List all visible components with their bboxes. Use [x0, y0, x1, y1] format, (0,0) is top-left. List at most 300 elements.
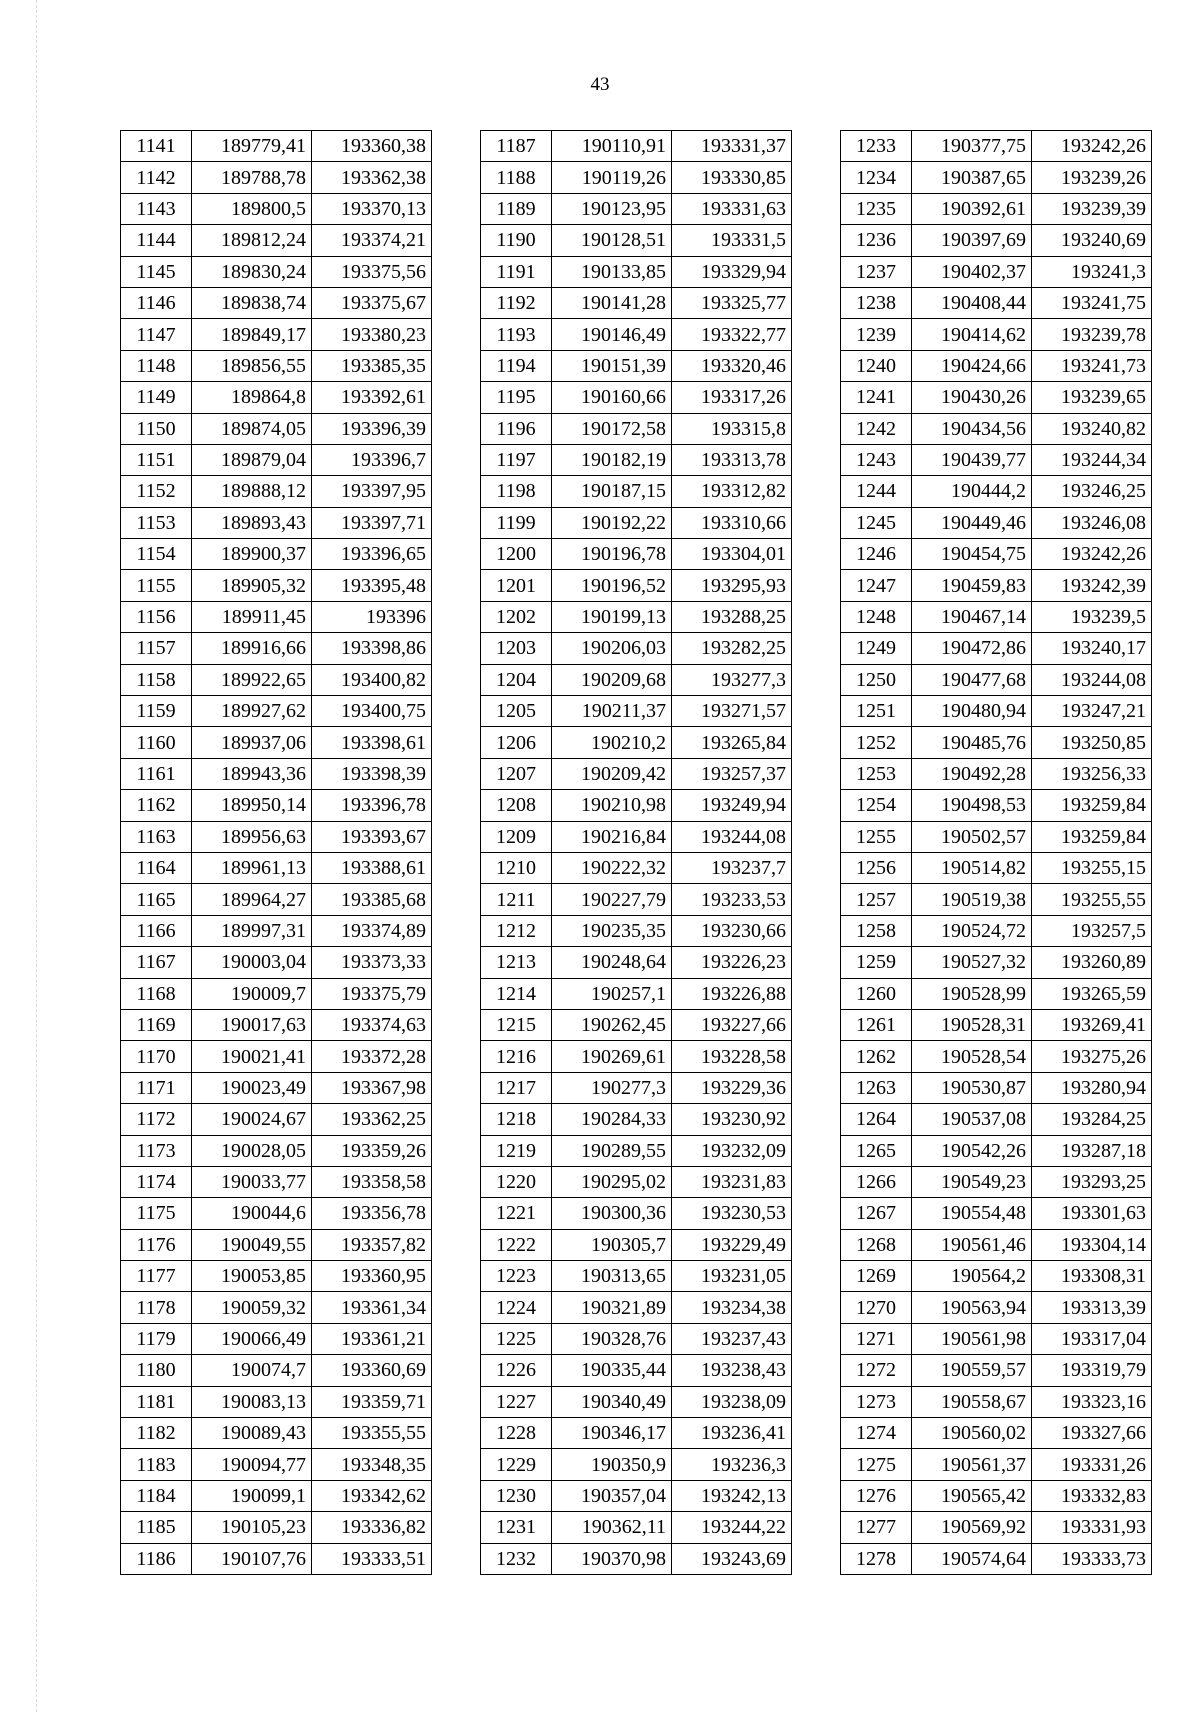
point-number-cell: 1255 [841, 821, 912, 852]
table-row [121, 319, 432, 350]
table-row [481, 1480, 792, 1511]
table-row [481, 1009, 792, 1040]
x-coordinate-cell: 190498,53 [912, 790, 1032, 821]
x-coordinate-cell: 190074,7 [192, 1355, 312, 1386]
y-coordinate-cell: 193228,58 [672, 1041, 792, 1072]
point-number-cell: 1266 [841, 1166, 912, 1197]
y-coordinate-cell: 193295,93 [672, 570, 792, 601]
x-coordinate-cell: 190023,49 [192, 1072, 312, 1103]
table-row [841, 1355, 1152, 1386]
table-row [481, 601, 792, 632]
table-row [481, 319, 792, 350]
table-row [121, 382, 432, 413]
y-coordinate-cell: 193332,83 [1032, 1480, 1152, 1511]
point-number-cell: 1155 [121, 570, 192, 601]
table-row [841, 947, 1152, 978]
table-row [481, 1166, 792, 1197]
point-number-cell: 1176 [121, 1229, 192, 1260]
y-coordinate-cell: 193331,37 [672, 131, 792, 162]
table-row [481, 1229, 792, 1260]
point-number-cell: 1212 [481, 915, 552, 946]
x-coordinate-cell: 190370,98 [552, 1543, 672, 1574]
y-coordinate-cell: 193333,51 [312, 1543, 432, 1574]
y-coordinate-cell: 193275,26 [1032, 1041, 1152, 1072]
x-coordinate-cell: 190485,76 [912, 727, 1032, 758]
x-coordinate-cell: 190107,76 [192, 1543, 312, 1574]
table-row [121, 413, 432, 444]
x-coordinate-cell: 190196,78 [552, 539, 672, 570]
x-coordinate-cell: 190563,94 [912, 1292, 1032, 1323]
table-row [841, 162, 1152, 193]
table-row [481, 1355, 792, 1386]
point-number-cell: 1194 [481, 350, 552, 381]
point-number-cell: 1225 [481, 1323, 552, 1354]
table-row [121, 131, 432, 162]
x-coordinate-cell: 190558,67 [912, 1386, 1032, 1417]
point-number-cell: 1193 [481, 319, 552, 350]
table-row [481, 852, 792, 883]
x-coordinate-cell: 190094,77 [192, 1449, 312, 1480]
y-coordinate-cell: 193241,3 [1032, 256, 1152, 287]
table-row [481, 1198, 792, 1229]
x-coordinate-cell: 190430,26 [912, 382, 1032, 413]
point-number-cell: 1152 [121, 476, 192, 507]
y-coordinate-cell: 193244,08 [1032, 664, 1152, 695]
y-coordinate-cell: 193398,86 [312, 633, 432, 664]
y-coordinate-cell: 193372,28 [312, 1041, 432, 1072]
x-coordinate-cell: 190477,68 [912, 664, 1032, 695]
table-row [121, 1104, 432, 1135]
y-coordinate-cell: 193293,25 [1032, 1166, 1152, 1197]
point-number-cell: 1236 [841, 225, 912, 256]
y-coordinate-cell: 193329,94 [672, 256, 792, 287]
table-row [121, 1418, 432, 1449]
y-coordinate-cell: 193240,69 [1032, 225, 1152, 256]
x-coordinate-cell: 190542,26 [912, 1135, 1032, 1166]
table-row [121, 1041, 432, 1072]
y-coordinate-cell: 193301,63 [1032, 1198, 1152, 1229]
table-row [481, 476, 792, 507]
point-number-cell: 1141 [121, 131, 192, 162]
x-coordinate-cell: 190574,64 [912, 1543, 1032, 1574]
x-coordinate-cell: 189961,13 [192, 852, 312, 883]
table-row [841, 1261, 1152, 1292]
table-row [481, 1104, 792, 1135]
point-number-cell: 1196 [481, 413, 552, 444]
table-row [121, 1198, 432, 1229]
point-number-cell: 1187 [481, 131, 552, 162]
point-number-cell: 1271 [841, 1323, 912, 1354]
y-coordinate-cell: 193336,82 [312, 1512, 432, 1543]
point-number-cell: 1162 [121, 790, 192, 821]
point-number-cell: 1147 [121, 319, 192, 350]
point-number-cell: 1278 [841, 1543, 912, 1574]
x-coordinate-cell: 190472,86 [912, 633, 1032, 664]
point-number-cell: 1221 [481, 1198, 552, 1229]
x-coordinate-cell: 190210,98 [552, 790, 672, 821]
y-coordinate-cell: 193361,34 [312, 1292, 432, 1323]
table-row [841, 507, 1152, 538]
y-coordinate-cell: 193359,71 [312, 1386, 432, 1417]
y-coordinate-cell: 193241,73 [1032, 350, 1152, 381]
table-row [121, 1261, 432, 1292]
table-row [481, 193, 792, 224]
y-coordinate-cell: 193308,31 [1032, 1261, 1152, 1292]
table-row [121, 821, 432, 852]
x-coordinate-cell: 190528,31 [912, 1009, 1032, 1040]
table-row [841, 1512, 1152, 1543]
x-coordinate-cell: 190467,14 [912, 601, 1032, 632]
point-number-cell: 1145 [121, 256, 192, 287]
y-coordinate-cell: 193255,15 [1032, 852, 1152, 883]
y-coordinate-cell: 193234,38 [672, 1292, 792, 1323]
point-number-cell: 1224 [481, 1292, 552, 1323]
y-coordinate-cell: 193385,35 [312, 350, 432, 381]
y-coordinate-cell: 193312,82 [672, 476, 792, 507]
point-number-cell: 1253 [841, 758, 912, 789]
table-row [121, 256, 432, 287]
y-coordinate-cell: 193322,77 [672, 319, 792, 350]
point-number-cell: 1180 [121, 1355, 192, 1386]
point-number-cell: 1227 [481, 1386, 552, 1417]
x-coordinate-cell: 190424,66 [912, 350, 1032, 381]
point-number-cell: 1251 [841, 696, 912, 727]
table-row [481, 539, 792, 570]
x-coordinate-cell: 190049,55 [192, 1229, 312, 1260]
table-row [121, 1229, 432, 1260]
y-coordinate-cell: 193396,7 [312, 444, 432, 475]
point-number-cell: 1234 [841, 162, 912, 193]
point-number-cell: 1158 [121, 664, 192, 695]
x-coordinate-cell: 189900,37 [192, 539, 312, 570]
table-row [841, 444, 1152, 475]
x-coordinate-cell: 190119,26 [552, 162, 672, 193]
table-row [121, 287, 432, 318]
x-coordinate-cell: 190357,04 [552, 1480, 672, 1511]
y-coordinate-cell: 193284,25 [1032, 1104, 1152, 1135]
y-coordinate-cell: 193400,82 [312, 664, 432, 695]
table-row [481, 884, 792, 915]
table-row [121, 915, 432, 946]
x-coordinate-cell: 189838,74 [192, 287, 312, 318]
x-coordinate-cell: 190561,37 [912, 1449, 1032, 1480]
table-row [481, 696, 792, 727]
point-number-cell: 1157 [121, 633, 192, 664]
y-coordinate-cell: 193237,43 [672, 1323, 792, 1354]
x-coordinate-cell: 190141,28 [552, 287, 672, 318]
x-coordinate-cell: 190277,3 [552, 1072, 672, 1103]
x-coordinate-cell: 189905,32 [192, 570, 312, 601]
table-row [841, 476, 1152, 507]
x-coordinate-cell: 190187,15 [552, 476, 672, 507]
table-row [121, 1480, 432, 1511]
y-coordinate-cell: 193226,88 [672, 978, 792, 1009]
point-number-cell: 1191 [481, 256, 552, 287]
y-coordinate-cell: 193227,66 [672, 1009, 792, 1040]
x-coordinate-cell: 190554,48 [912, 1198, 1032, 1229]
x-coordinate-cell: 190340,49 [552, 1386, 672, 1417]
table-row [841, 1323, 1152, 1354]
x-coordinate-cell: 190083,13 [192, 1386, 312, 1417]
table-row [121, 947, 432, 978]
y-coordinate-cell: 193287,18 [1032, 1135, 1152, 1166]
x-coordinate-cell: 190524,72 [912, 915, 1032, 946]
point-number-cell: 1197 [481, 444, 552, 475]
point-number-cell: 1230 [481, 1480, 552, 1511]
y-coordinate-cell: 193356,78 [312, 1198, 432, 1229]
x-coordinate-cell: 190300,36 [552, 1198, 672, 1229]
table-row [481, 350, 792, 381]
y-coordinate-cell: 193256,33 [1032, 758, 1152, 789]
point-number-cell: 1206 [481, 727, 552, 758]
point-number-cell: 1272 [841, 1355, 912, 1386]
x-coordinate-cell: 190151,39 [552, 350, 672, 381]
point-number-cell: 1192 [481, 287, 552, 318]
table-row [841, 1418, 1152, 1449]
x-coordinate-cell: 190549,23 [912, 1166, 1032, 1197]
table-row [121, 1009, 432, 1040]
x-coordinate-cell: 190209,68 [552, 664, 672, 695]
table-row [841, 978, 1152, 1009]
point-number-cell: 1174 [121, 1166, 192, 1197]
table-row [841, 193, 1152, 224]
x-coordinate-cell: 190530,87 [912, 1072, 1032, 1103]
point-number-cell: 1156 [121, 601, 192, 632]
table-row [481, 1449, 792, 1480]
table-row [481, 444, 792, 475]
table-row [841, 821, 1152, 852]
y-coordinate-cell: 193242,26 [1032, 539, 1152, 570]
x-coordinate-cell: 190235,35 [552, 915, 672, 946]
x-coordinate-cell: 190377,75 [912, 131, 1032, 162]
x-coordinate-cell: 190044,6 [192, 1198, 312, 1229]
x-coordinate-cell: 190257,1 [552, 978, 672, 1009]
x-coordinate-cell: 190350,9 [552, 1449, 672, 1480]
point-number-cell: 1238 [841, 287, 912, 318]
y-coordinate-cell: 193238,09 [672, 1386, 792, 1417]
table-row [481, 1072, 792, 1103]
x-coordinate-cell: 190564,2 [912, 1261, 1032, 1292]
y-coordinate-cell: 193342,62 [312, 1480, 432, 1511]
table-row [481, 727, 792, 758]
x-coordinate-cell: 190514,82 [912, 852, 1032, 883]
x-coordinate-cell: 190454,75 [912, 539, 1032, 570]
table-row [121, 758, 432, 789]
y-coordinate-cell: 193359,26 [312, 1135, 432, 1166]
point-number-cell: 1172 [121, 1104, 192, 1135]
table-row [121, 696, 432, 727]
x-coordinate-cell: 190561,46 [912, 1229, 1032, 1260]
table-row [121, 978, 432, 1009]
table-row [841, 1166, 1152, 1197]
table-row [481, 1292, 792, 1323]
table-row [841, 696, 1152, 727]
table-row [481, 256, 792, 287]
page-margin-line [36, 0, 37, 1712]
point-number-cell: 1189 [481, 193, 552, 224]
point-number-cell: 1249 [841, 633, 912, 664]
point-number-cell: 1188 [481, 162, 552, 193]
x-coordinate-cell: 190408,44 [912, 287, 1032, 318]
x-coordinate-cell: 190519,38 [912, 884, 1032, 915]
point-number-cell: 1205 [481, 696, 552, 727]
table-row [121, 1135, 432, 1166]
point-number-cell: 1208 [481, 790, 552, 821]
point-number-cell: 1171 [121, 1072, 192, 1103]
x-coordinate-cell: 189830,24 [192, 256, 312, 287]
x-coordinate-cell: 190492,28 [912, 758, 1032, 789]
point-number-cell: 1167 [121, 947, 192, 978]
table-row [481, 664, 792, 695]
table-row [841, 539, 1152, 570]
x-coordinate-cell: 189937,06 [192, 727, 312, 758]
point-number-cell: 1199 [481, 507, 552, 538]
table-row [841, 256, 1152, 287]
point-number-cell: 1241 [841, 382, 912, 413]
point-number-cell: 1254 [841, 790, 912, 821]
x-coordinate-cell: 190459,83 [912, 570, 1032, 601]
point-number-cell: 1269 [841, 1261, 912, 1292]
x-coordinate-cell: 190017,63 [192, 1009, 312, 1040]
y-coordinate-cell: 193323,16 [1032, 1386, 1152, 1417]
point-number-cell: 1166 [121, 915, 192, 946]
y-coordinate-cell: 193396,65 [312, 539, 432, 570]
point-number-cell: 1165 [121, 884, 192, 915]
y-coordinate-cell: 193269,41 [1032, 1009, 1152, 1040]
point-number-cell: 1276 [841, 1480, 912, 1511]
table-row [121, 1166, 432, 1197]
y-coordinate-cell: 193393,67 [312, 821, 432, 852]
y-coordinate-cell: 193257,5 [1032, 915, 1152, 946]
y-coordinate-cell: 193331,26 [1032, 1449, 1152, 1480]
y-coordinate-cell: 193333,73 [1032, 1543, 1152, 1574]
y-coordinate-cell: 193242,13 [672, 1480, 792, 1511]
point-number-cell: 1148 [121, 350, 192, 381]
y-coordinate-cell: 193229,36 [672, 1072, 792, 1103]
x-coordinate-cell: 190059,32 [192, 1292, 312, 1323]
x-coordinate-cell: 190182,19 [552, 444, 672, 475]
x-coordinate-cell: 190003,04 [192, 947, 312, 978]
y-coordinate-cell: 193240,17 [1032, 633, 1152, 664]
x-coordinate-cell: 190269,61 [552, 1041, 672, 1072]
x-coordinate-cell: 189927,62 [192, 696, 312, 727]
point-number-cell: 1146 [121, 287, 192, 318]
y-coordinate-cell: 193396 [312, 601, 432, 632]
y-coordinate-cell: 193230,92 [672, 1104, 792, 1135]
x-coordinate-cell: 190480,94 [912, 696, 1032, 727]
y-coordinate-cell: 193304,14 [1032, 1229, 1152, 1260]
x-coordinate-cell: 190021,41 [192, 1041, 312, 1072]
y-coordinate-cell: 193370,13 [312, 193, 432, 224]
table-row [841, 382, 1152, 413]
point-number-cell: 1201 [481, 570, 552, 601]
y-coordinate-cell: 193362,25 [312, 1104, 432, 1135]
point-number-cell: 1239 [841, 319, 912, 350]
y-coordinate-cell: 193246,25 [1032, 476, 1152, 507]
x-coordinate-cell: 189943,36 [192, 758, 312, 789]
x-coordinate-cell: 190397,69 [912, 225, 1032, 256]
point-number-cell: 1262 [841, 1041, 912, 1072]
x-coordinate-cell: 189864,8 [192, 382, 312, 413]
x-coordinate-cell: 190209,42 [552, 758, 672, 789]
table-row [841, 225, 1152, 256]
point-number-cell: 1215 [481, 1009, 552, 1040]
table-row [841, 1135, 1152, 1166]
table-row [121, 570, 432, 601]
point-number-cell: 1219 [481, 1135, 552, 1166]
x-coordinate-cell: 190222,32 [552, 852, 672, 883]
x-coordinate-cell: 189812,24 [192, 225, 312, 256]
table-row [481, 131, 792, 162]
table-row [841, 287, 1152, 318]
x-coordinate-cell: 190321,89 [552, 1292, 672, 1323]
table-row [841, 601, 1152, 632]
table-row [121, 1323, 432, 1354]
table-row [481, 978, 792, 1009]
table-row [481, 821, 792, 852]
x-coordinate-cell: 190196,52 [552, 570, 672, 601]
point-number-cell: 1220 [481, 1166, 552, 1197]
point-number-cell: 1246 [841, 539, 912, 570]
x-coordinate-cell: 190559,57 [912, 1355, 1032, 1386]
point-number-cell: 1161 [121, 758, 192, 789]
y-coordinate-cell: 193313,78 [672, 444, 792, 475]
x-coordinate-cell: 190569,92 [912, 1512, 1032, 1543]
y-coordinate-cell: 193374,89 [312, 915, 432, 946]
x-coordinate-cell: 190402,37 [912, 256, 1032, 287]
y-coordinate-cell: 193229,49 [672, 1229, 792, 1260]
x-coordinate-cell: 190527,32 [912, 947, 1032, 978]
y-coordinate-cell: 193362,38 [312, 162, 432, 193]
x-coordinate-cell: 190295,02 [552, 1166, 672, 1197]
point-number-cell: 1240 [841, 350, 912, 381]
y-coordinate-cell: 193317,26 [672, 382, 792, 413]
x-coordinate-cell: 190009,7 [192, 978, 312, 1009]
point-number-cell: 1274 [841, 1418, 912, 1449]
y-coordinate-cell: 193304,01 [672, 539, 792, 570]
table-row [841, 1480, 1152, 1511]
x-coordinate-cell: 190028,05 [192, 1135, 312, 1166]
table-row [481, 507, 792, 538]
x-coordinate-cell: 189916,66 [192, 633, 312, 664]
x-coordinate-cell: 190305,7 [552, 1229, 672, 1260]
point-number-cell: 1229 [481, 1449, 552, 1480]
x-coordinate-cell: 189879,04 [192, 444, 312, 475]
point-number-cell: 1222 [481, 1229, 552, 1260]
y-coordinate-cell: 193327,66 [1032, 1418, 1152, 1449]
point-number-cell: 1264 [841, 1104, 912, 1135]
x-coordinate-cell: 190211,37 [552, 696, 672, 727]
y-coordinate-cell: 193331,5 [672, 225, 792, 256]
point-number-cell: 1261 [841, 1009, 912, 1040]
x-coordinate-cell: 190128,51 [552, 225, 672, 256]
y-coordinate-cell: 193375,67 [312, 287, 432, 318]
y-coordinate-cell: 193239,78 [1032, 319, 1152, 350]
y-coordinate-cell: 193375,79 [312, 978, 432, 1009]
x-coordinate-cell: 190110,91 [552, 131, 672, 162]
point-number-cell: 1186 [121, 1543, 192, 1574]
x-coordinate-cell: 190024,67 [192, 1104, 312, 1135]
x-coordinate-cell: 190206,03 [552, 633, 672, 664]
x-coordinate-cell: 190528,54 [912, 1041, 1032, 1072]
x-coordinate-cell: 190537,08 [912, 1104, 1032, 1135]
x-coordinate-cell: 190033,77 [192, 1166, 312, 1197]
x-coordinate-cell: 190449,46 [912, 507, 1032, 538]
point-number-cell: 1263 [841, 1072, 912, 1103]
y-coordinate-cell: 193331,93 [1032, 1512, 1152, 1543]
x-coordinate-cell: 189888,12 [192, 476, 312, 507]
table-row [481, 225, 792, 256]
